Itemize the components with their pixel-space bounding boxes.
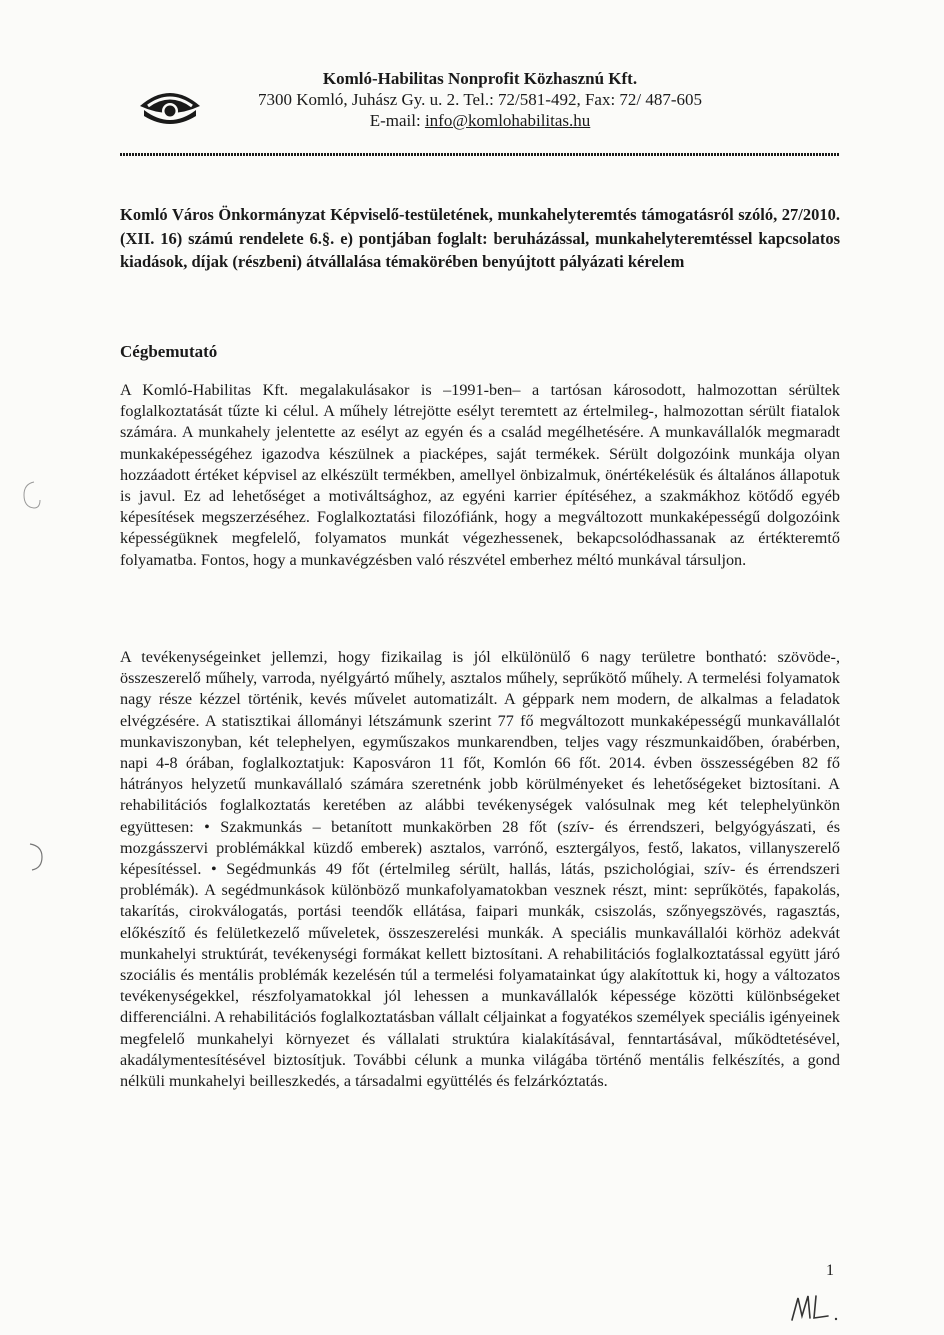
- letterhead: [120, 68, 840, 158]
- handwritten-initials: [788, 1290, 848, 1324]
- punch-hole-mark: [20, 478, 44, 512]
- email-label: E-mail:: [369, 111, 425, 130]
- punch-hole-mark: [22, 840, 46, 874]
- document-title: Komló Város Önkormányzat Képviselő-testületének, munkahelyteremtés támogatásról szóló, 27/2010. (XII. 16) számú rendelete 6.§. e) pontjában foglalt: beruházással, munkahelyteremtéssel kapcsolatos kiadások, díjak (részbeni) átvállalása témakörében benyújtott pályázati kérelem: [120, 205, 840, 271]
- header-divider: [120, 153, 840, 156]
- company-name: Komló-Habilitas Nonprofit Közhasznú Kft.: [322, 69, 638, 88]
- page-number: 1: [826, 1262, 834, 1279]
- eye-logo-icon: [138, 86, 202, 126]
- section-heading: Cégbemutató: [120, 342, 218, 361]
- letterhead-text: [230, 68, 730, 131]
- email-link[interactable]: info@komlohabilitas.hu: [424, 111, 591, 130]
- paragraph: A Komló-Habilitas Kft. megalakulásakor is –1991-ben– a tartósan károsodott, halmozottan sérültek foglalkoztatását tűzte ki célul. A műhely létrejötte esélyt teremtett az értelmileg-, halmozottan sérült fiatalok számára. A munkahely jelentette az esélyt az egyén és a család megélhetésére. A munkavállalók megmaradt munkaképességéhez igazodva készülnek a piacképes, saját termékek. Sérült dolgozóink munkája olyan hozzáadott értéket képvisel az elkészült termékben, amellyel önbizalmuk, önértékelésük és általános állapotuk is javul. Ez ad lehetőséget a motiváltsághoz, az egyéni karrier építéséhez, a szakmákhoz kötődő egyéb képesítések megszerzéséhez. Foglalkoztatási filozófiánk, hogy a megváltozott munkaképességű dolgozóink képességüknek megfelelő, folyamatos munkát végezhessenek, bekapcsolódhassanak az értékteremtő folyamatba. Fontos, hogy a munkavégzésben való részvétel emberhez méltó munkával társuljon.: [120, 381, 840, 569]
- paragraph: A tevékenységeinket jellemzi, hogy fizikailag is jól elkülönülő 6 nagy területre bontható: szövöde-, összeszerelő műhely, varroda, nyélgyártó műhely, asztalos műhely, seprűkötő műhely. A termelési folyamatok nagy része kézzel történik, kevés művelet automatizált. A géppark nem modern, de alkalmas a feladatok elvégzésére. A statisztikai állományi létszámunk szerint 77 fő megváltozott munkaképességű munkavállalót munkaviszonyban, két telephelyen, egyműszakos munkarendben, teljes vagy részmunkaidőben, órabérben, napi 4-8 órában, foglalkoztatjuk: Kaposváron 11 főt, Komlón 66 főt. 2014. évben összességében 82 fő hátrányos helyzetű munkavállaló számára szeretnénk jobb körülményeket és lehetőségeket biztosítani. A rehabilitációs foglalkoztatás keretében az alábbi tevékenységek valósulnak meg két telephelyünkön együttesen: • Szakmunkás – betanított munkakörben 28 főt (szív- és érrendszeri, belgyógyászati, és mozgásszervi problémákkal küzdő emberek) asztalos, varrónő, esztergályos, festő, lakatos, villanyszerelő képesítéssel. • Segédmunkás 49 főt (értelmileg sérült, hallás, látás, pszichológiai, szív- és érrendszeri problémák). A segédmunkások különböző munkafolyamatokban vesznek részt, mint: seprűkötés, fapakolás, takarítás, cirokválogatás, portási teendők ellátása, faipari munkák, csiszolás, szőnyegszövés, ragasztás, előkészítő és felületkezelő műveletek, összeszerelési munkák. A speciális munkavállalói körhöz adekvát munkahelyi struktúrát, tevékenységi formákat kellett biztosítani. A rehabilitációs foglalkoztatással együtt járó szociális és mentális problémák kezelésén túl a termelési folyamatainkat úgy alakítottuk ki, hogy a változatos tevékenységekkel, részfolyamatokkal jól lehessen a munkavállalók képessége közötti különbségeket differenciálni. A rehabilitációs foglalkoztatásban vállalt céljainkat a fogyatékos személyek speciális igényeinek megfelelő munkahelyi környezet és vállalati struktúra kialakításával, fenntartásával, működtetésével, akadálymentesítésével biztosítjuk. További célunk a munka világába történő mentális felkészítés, a gond nélküli munkahelyi beilleszkedés, a társadalmi együttélés és felzárkóztatás.: [120, 648, 840, 1091]
- company-address: 7300 Komló, Juhász Gy. u. 2. Tel.: 72/581-492, Fax: 72/ 487-605: [257, 90, 703, 109]
- company-email-line: [230, 110, 730, 131]
